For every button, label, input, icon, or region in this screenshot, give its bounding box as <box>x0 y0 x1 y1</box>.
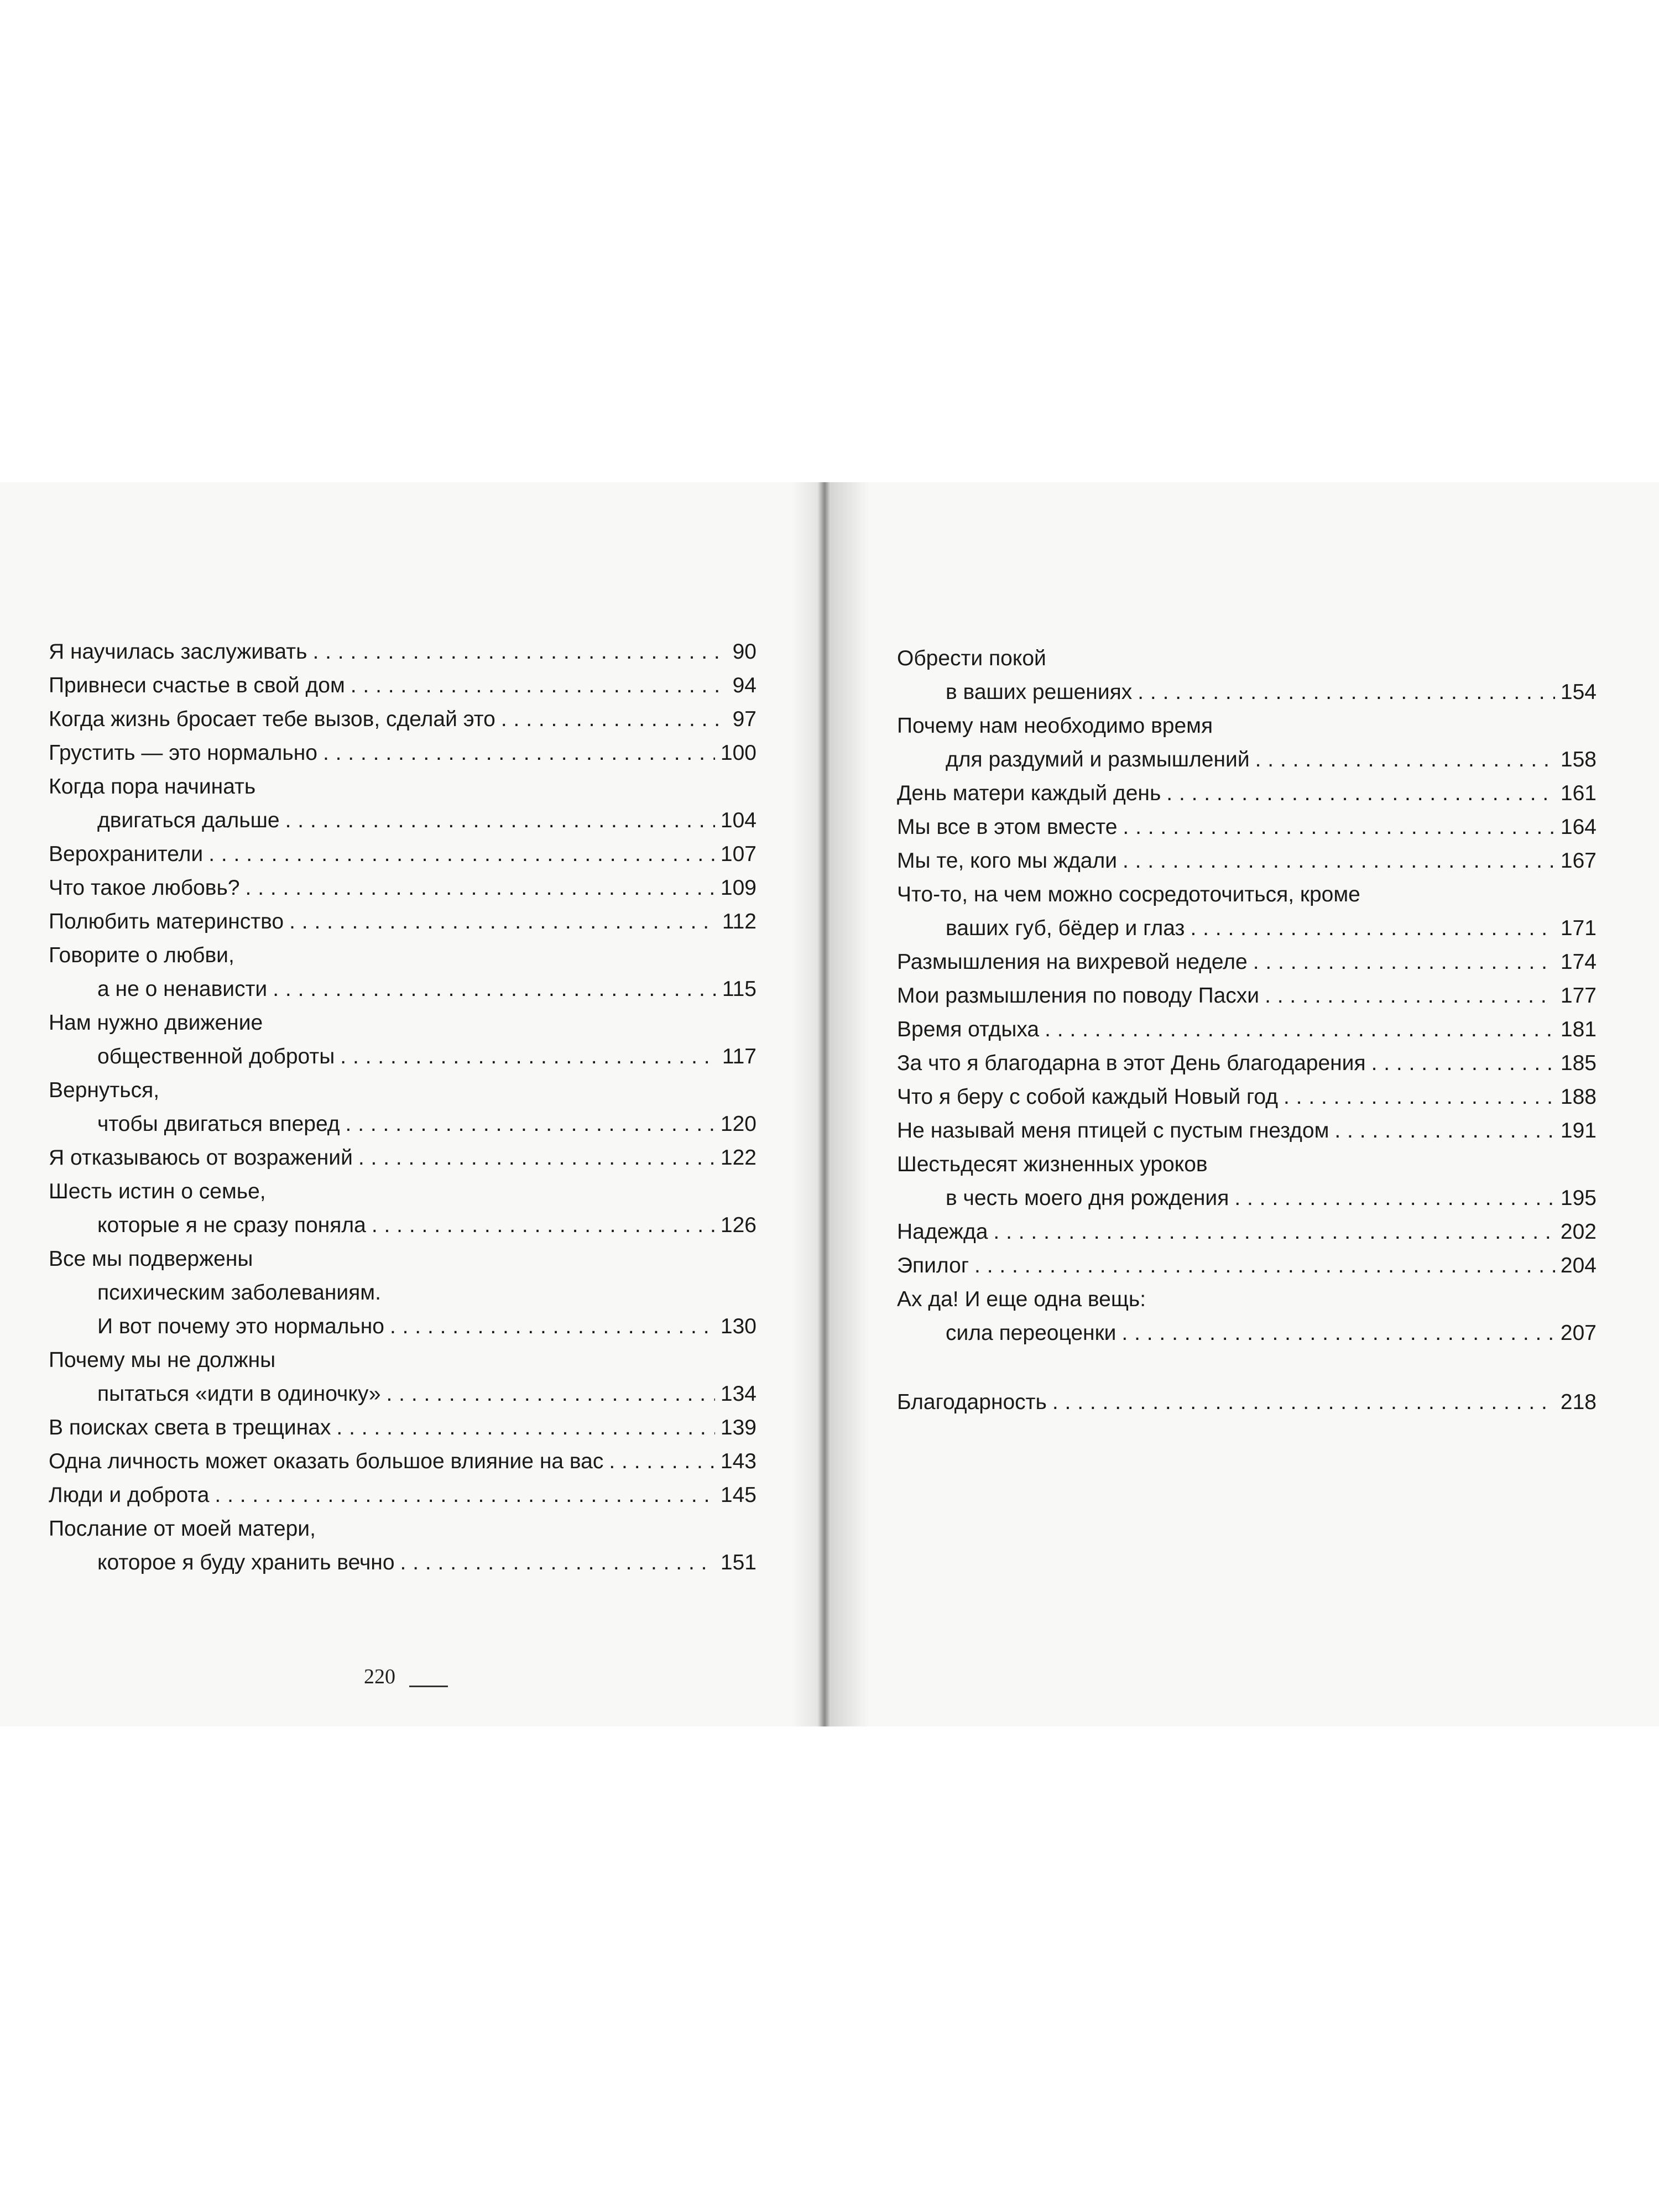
toc-entry-title: Размышления на вихревой неделе <box>897 950 1248 974</box>
toc-entry-page: 188 <box>1560 1085 1597 1109</box>
toc-entry <box>897 1282 1597 1316</box>
toc-entry-page: 100 <box>720 741 757 765</box>
toc-entry <box>49 702 757 736</box>
toc-entry-page: 185 <box>1560 1051 1597 1075</box>
toc-entry <box>897 810 1597 844</box>
toc-entry <box>49 1006 757 1040</box>
toc-entry <box>49 871 757 905</box>
toc-entry-page: 195 <box>1560 1186 1597 1210</box>
toc-entry-title: ваших губ, бёдер и глаз <box>946 916 1185 940</box>
dot-leader <box>285 804 715 837</box>
toc-entry-title: В поисках света в трещинах <box>49 1416 331 1439</box>
toc-entry-page: 130 <box>720 1314 757 1338</box>
toc-entry-page: 204 <box>1560 1254 1597 1277</box>
toc-entry-title: Когда жизнь бросает тебе вызов, сделай это <box>49 707 495 731</box>
toc-entry <box>49 1343 757 1377</box>
toc-entry-title: Эпилог <box>897 1254 969 1277</box>
toc-entry <box>49 1411 757 1444</box>
toc-entry-page: 109 <box>720 876 757 900</box>
toc-entry-title: Что-то, на чем можно сосредоточиться, кроме <box>897 883 1360 906</box>
toc-entry-title: Я отказываюсь от возражений <box>49 1146 353 1170</box>
toc-entry <box>897 1385 1597 1419</box>
toc-entry-title: которое я буду хранить вечно <box>97 1551 395 1574</box>
toc-entry-title: Верохранители <box>49 842 204 866</box>
toc-entry-page: 97 <box>732 707 757 731</box>
dot-leader <box>1138 675 1555 709</box>
toc-entry <box>49 1242 757 1276</box>
toc-entry <box>897 945 1597 979</box>
dot-leader <box>208 837 715 871</box>
dot-leader <box>215 1478 715 1512</box>
toc-entry <box>49 669 757 702</box>
toc-entry-title: Почему нам необходимо время <box>897 714 1213 738</box>
dot-leader <box>351 669 727 702</box>
dot-leader <box>400 1546 715 1579</box>
toc-entry <box>897 675 1597 709</box>
toc-entry-title: Почему мы не должны <box>49 1348 276 1372</box>
book-gutter <box>817 482 831 1726</box>
toc-entry-title: День матери каждый день <box>897 781 1161 805</box>
toc-entry-page: 177 <box>1560 984 1597 1008</box>
toc-entry-title: Говорите о любви, <box>49 943 234 967</box>
toc-entry <box>49 837 757 871</box>
toc-entry <box>897 979 1597 1013</box>
toc-entry <box>897 1046 1597 1080</box>
toc-entry <box>897 1013 1597 1046</box>
toc-entry <box>897 641 1597 675</box>
toc-entry-title: Одна личность может оказать большое влияние на вас <box>49 1449 604 1473</box>
toc-entry <box>897 911 1597 945</box>
dot-leader <box>390 1310 715 1343</box>
toc-entry-title: сила переоценки <box>946 1321 1117 1345</box>
dot-leader <box>501 702 727 736</box>
dot-leader <box>1045 1013 1555 1046</box>
dot-leader <box>1190 911 1554 945</box>
toc-entry-title: Мы все в этом вместе <box>897 815 1118 839</box>
toc-entry <box>49 1444 757 1478</box>
dot-leader <box>609 1444 715 1478</box>
toc-entry <box>897 1114 1597 1147</box>
dot-leader <box>1121 1316 1555 1350</box>
dot-leader <box>1255 743 1555 776</box>
dot-leader <box>387 1377 715 1411</box>
toc-entry-title: в честь моего дня рождения <box>946 1186 1229 1210</box>
toc-entry-page: 126 <box>720 1213 757 1237</box>
toc-entry-page: 154 <box>1560 680 1597 704</box>
toc-entry <box>49 938 757 972</box>
toc-entry-page: 171 <box>1560 916 1597 940</box>
toc-entry <box>49 804 757 837</box>
toc-entry-page: 181 <box>1560 1018 1597 1041</box>
dot-leader <box>289 905 717 938</box>
toc-entry-title: в ваших решениях <box>946 680 1133 704</box>
toc-entry-page: 94 <box>732 674 757 697</box>
toc-entry <box>49 1141 757 1175</box>
toc-entry-title: Послание от моей матери, <box>49 1517 316 1541</box>
dot-leader <box>1253 945 1555 979</box>
table-of-contents-left <box>49 635 757 1579</box>
dot-leader <box>346 1107 715 1141</box>
toc-entry <box>897 776 1597 810</box>
toc-entry-page: 90 <box>732 640 757 664</box>
table-of-contents-right <box>897 641 1597 1419</box>
toc-entry <box>49 635 757 669</box>
toc-entry-page: 167 <box>1560 849 1597 873</box>
toc-entry-page: 122 <box>720 1146 757 1170</box>
toc-entry-page: 134 <box>720 1382 757 1406</box>
toc-entry-title: Шесть истин о семье, <box>49 1180 266 1203</box>
toc-entry-title: Люди и доброта <box>49 1483 210 1507</box>
left-page-shadow <box>791 482 817 1726</box>
toc-entry-page: 174 <box>1560 950 1597 974</box>
toc-entry <box>49 1073 757 1107</box>
toc-entry <box>897 878 1597 911</box>
toc-entry-page: 145 <box>720 1483 757 1507</box>
dot-leader <box>1052 1385 1555 1419</box>
toc-entry-page: 191 <box>1560 1119 1597 1142</box>
dot-leader <box>358 1141 715 1175</box>
toc-entry-title: Не называй меня птицей с пустым гнездом <box>897 1119 1329 1142</box>
dot-leader <box>1371 1046 1555 1080</box>
toc-entry-title: Вернуться, <box>49 1078 160 1102</box>
dot-leader <box>340 1040 717 1073</box>
toc-entry-page: 202 <box>1560 1220 1597 1244</box>
dot-leader <box>1284 1080 1555 1114</box>
toc-entry <box>897 1249 1597 1282</box>
toc-entry-title: Время отдыха <box>897 1018 1040 1041</box>
toc-entry <box>49 1276 757 1310</box>
dot-leader <box>312 635 727 669</box>
toc-entry-page: 104 <box>720 808 757 832</box>
page-number-rule <box>409 1686 448 1687</box>
toc-entry-title: Надежда <box>897 1220 988 1244</box>
dot-leader <box>1234 1181 1555 1215</box>
toc-entry-title: Обрести покой <box>897 646 1046 670</box>
toc-entry-page: 207 <box>1560 1321 1597 1345</box>
toc-entry <box>897 709 1597 743</box>
toc-entry-title: а не о ненависти <box>97 977 268 1001</box>
dot-leader <box>1123 844 1555 878</box>
toc-entry-title: Все мы подвержены <box>49 1247 253 1271</box>
toc-entry-title: Когда пора начинать <box>49 775 256 799</box>
toc-entry <box>49 1310 757 1343</box>
toc-entry-page: 112 <box>722 910 757 933</box>
toc-entry <box>49 1377 757 1411</box>
toc-entry-page: 115 <box>722 977 757 1001</box>
toc-entry <box>49 770 757 804</box>
toc-entry <box>897 1316 1597 1350</box>
toc-entry <box>897 1080 1597 1114</box>
toc-entry <box>49 905 757 938</box>
toc-entry <box>49 1546 757 1579</box>
toc-entry-title: За что я благодарна в этот День благодарения <box>897 1051 1366 1075</box>
toc-entry <box>897 844 1597 878</box>
toc-entry <box>49 1040 757 1073</box>
dot-leader <box>246 871 715 905</box>
toc-entry-title: И вот почему это нормально <box>97 1314 384 1338</box>
toc-entry-title: для раздумий и размышлений <box>946 748 1250 771</box>
toc-entry-title: Я научилась заслуживать <box>49 640 307 664</box>
dot-leader <box>372 1208 715 1242</box>
dot-leader <box>993 1215 1555 1249</box>
dot-leader <box>1334 1114 1555 1147</box>
toc-entry <box>49 1208 757 1242</box>
toc-entry-title: чтобы двигаться вперед <box>97 1112 340 1136</box>
toc-entry-title: Полюбить материнство <box>49 910 284 933</box>
toc-entry-title: Шестьдесят жизненных уроков <box>897 1152 1208 1176</box>
toc-entry-page: 161 <box>1560 781 1597 805</box>
dot-leader <box>1166 776 1555 810</box>
toc-entry <box>49 1107 757 1141</box>
toc-entry-title: Грустить — это нормально <box>49 741 317 765</box>
toc-entry-title: Мы те, кого мы ждали <box>897 849 1117 873</box>
toc-entry-title: Что я беру с собой каждый Новый год <box>897 1085 1278 1109</box>
toc-entry-title: двигаться дальше <box>97 808 280 832</box>
toc-entry-page: 139 <box>720 1416 757 1439</box>
toc-entry-title: пытаться «идти в одиночку» <box>97 1382 381 1406</box>
right-page-shadow <box>831 482 869 1726</box>
toc-entry-page: 117 <box>722 1045 757 1068</box>
toc-entry <box>897 1147 1597 1181</box>
toc-entry-title: Что такое любовь? <box>49 876 240 900</box>
toc-entry <box>897 1181 1597 1215</box>
toc-entry-title: которые я не сразу поняла <box>97 1213 366 1237</box>
dot-leader <box>323 736 715 770</box>
toc-entry-title: Привнеси счастье в свой дом <box>49 674 345 697</box>
toc-entry-title: Нам нужно движение <box>49 1011 263 1035</box>
toc-entry-page: 107 <box>720 842 757 866</box>
dot-leader <box>336 1411 715 1444</box>
toc-entry <box>897 743 1597 776</box>
toc-entry-title: общественной доброты <box>97 1045 335 1068</box>
toc-entry-title: Благодарность <box>897 1390 1047 1414</box>
toc-entry-page: 164 <box>1560 815 1597 839</box>
toc-entry <box>49 1512 757 1546</box>
dot-leader <box>1265 979 1555 1013</box>
toc-entry-page: 158 <box>1560 748 1597 771</box>
toc-entry <box>49 1175 757 1208</box>
dot-leader <box>273 972 717 1006</box>
toc-entry-title: Ах да! И еще одна вещь: <box>897 1287 1146 1311</box>
toc-entry <box>49 1478 757 1512</box>
toc-entry <box>897 1215 1597 1249</box>
dot-leader <box>974 1249 1555 1282</box>
page-number: 220 <box>364 1665 395 1688</box>
toc-entry <box>49 736 757 770</box>
toc-entry <box>49 972 757 1006</box>
toc-entry-title: Мои размышления по поводу Пасхи <box>897 984 1260 1008</box>
toc-entry-page: 151 <box>720 1551 757 1574</box>
dot-leader <box>1123 810 1555 844</box>
toc-entry-title: психическим заболеваниям. <box>97 1281 381 1305</box>
toc-entry-page: 218 <box>1560 1390 1597 1414</box>
toc-entry-page: 143 <box>720 1449 757 1473</box>
toc-entry-page: 120 <box>720 1112 757 1136</box>
